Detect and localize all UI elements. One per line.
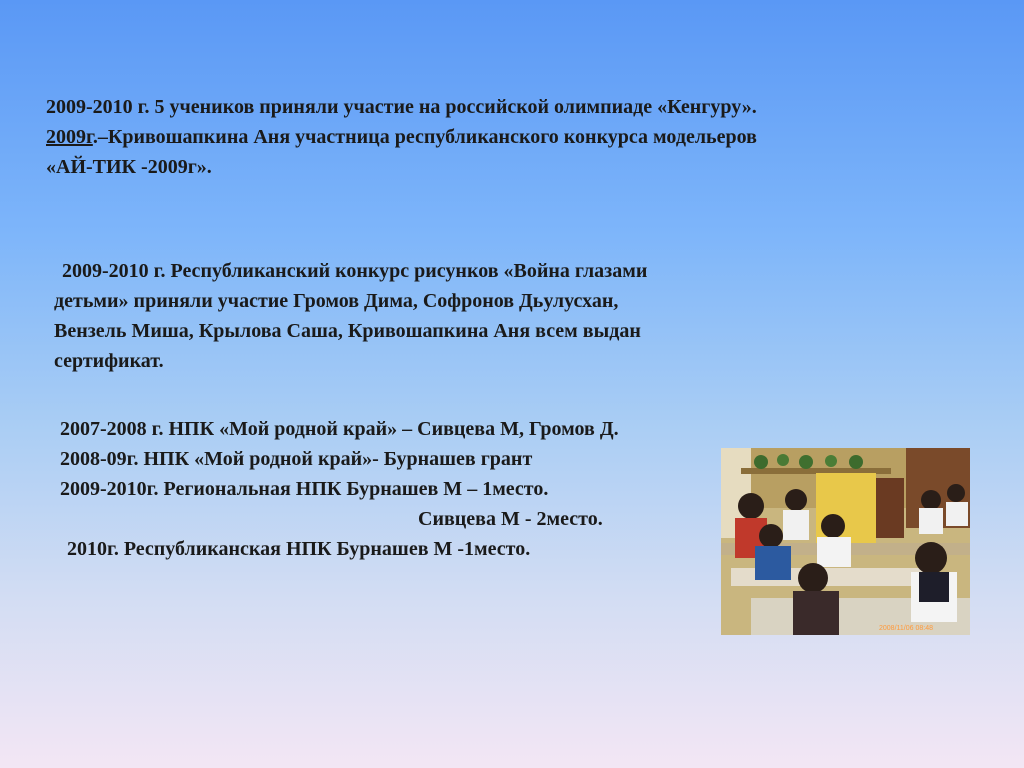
photo-timestamp: 2008/11/06 08:48 <box>879 625 933 632</box>
achievements-block-npk <box>60 414 619 564</box>
olympiad-line: 2009-2010 г. 5 учеников приняли участие на российской олимпиаде «Кенгуру». <box>46 96 757 118</box>
npk-line-4: Сивцева М - 2место. <box>418 508 603 530</box>
drawing-contest-line-4: сертификат. <box>54 350 164 372</box>
modeler-contest-year: 2009г <box>46 126 93 148</box>
modeler-contest-line <box>46 122 757 152</box>
drawing-contest-line-2: детьми» приняли участие Громов Дима, Софронов Дьулусхан, <box>54 290 619 312</box>
npk-line-5: 2010г. Республиканская НПК Бурнашев М -1место. <box>67 538 531 560</box>
achievements-block-olympiad <box>46 92 757 182</box>
achievements-block-drawing-contest <box>54 256 647 376</box>
drawing-contest-line-3: Вензель Миша, Крылова Саша, Кривошапкина Аня всем выдан <box>54 320 641 342</box>
drawing-contest-line-1: 2009-2010 г. Республиканский конкурс рисунков «Война глазами <box>62 260 648 282</box>
classroom-photo <box>721 448 970 635</box>
modeler-contest-title-line: «АЙ-ТИК -2009г». <box>46 156 212 178</box>
npk-line-1: 2007-2008 г. НПК «Мой родной край» – Сивцева М, Громов Д. <box>60 418 619 440</box>
npk-line-2: 2008-09г. НПК «Мой родной край»- Бурнашев грант <box>60 448 533 470</box>
npk-line-3: 2009-2010г. Региональная НПК Бурнашев М – 1место. <box>60 478 549 500</box>
modeler-contest-text: .–Кривошапкина Аня участница республиканского конкурса модельеров <box>92 126 757 148</box>
